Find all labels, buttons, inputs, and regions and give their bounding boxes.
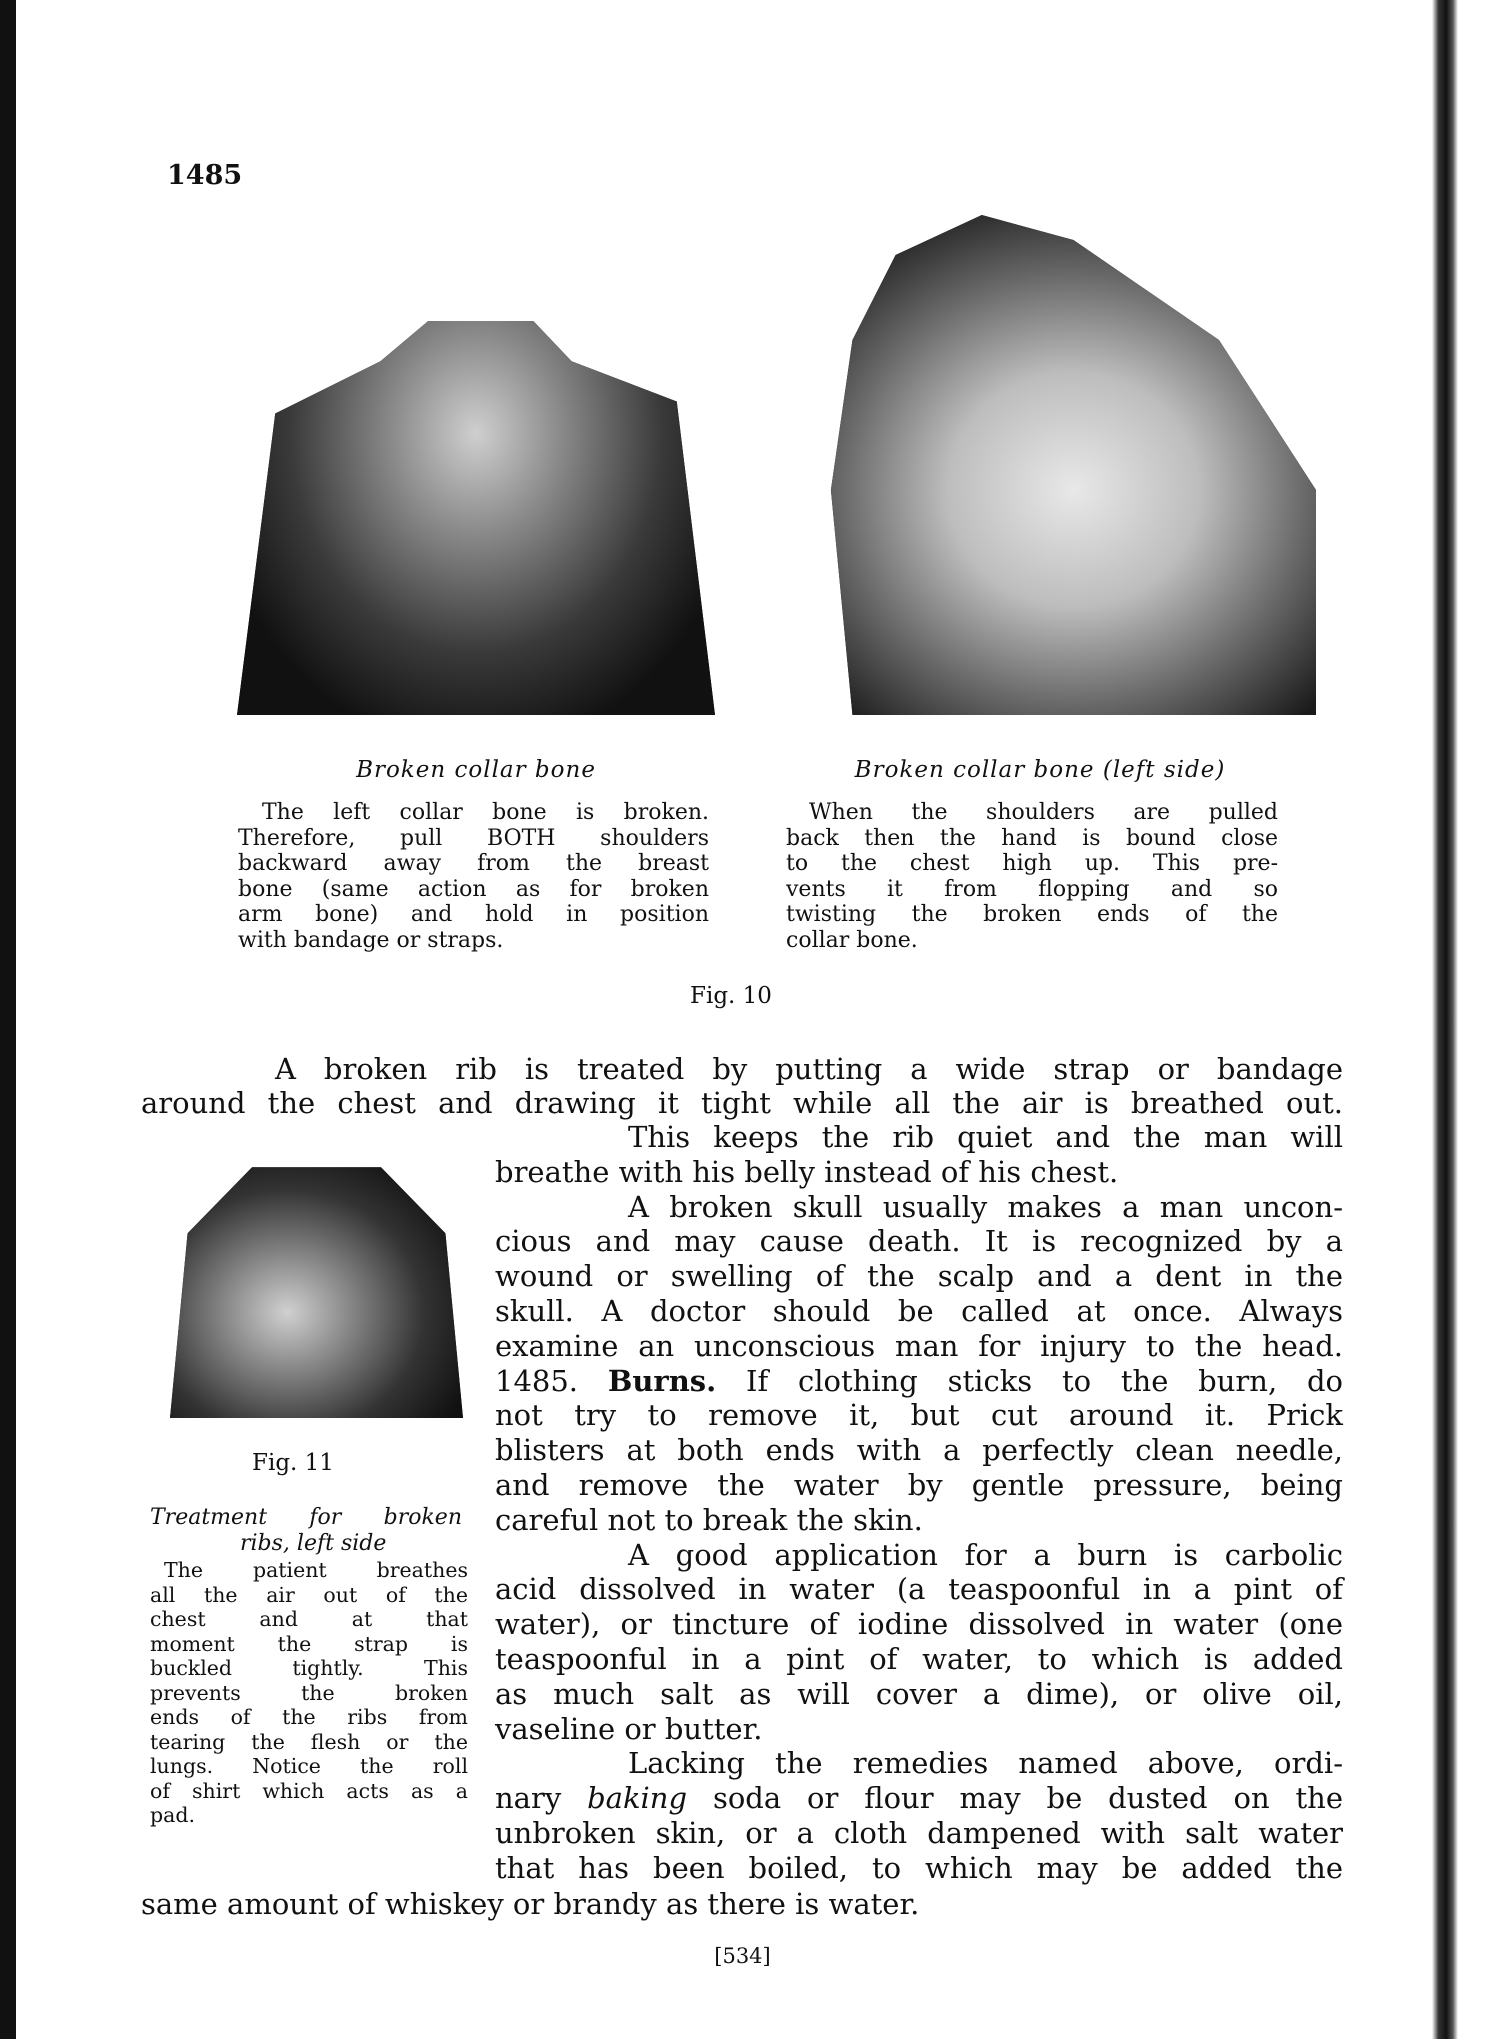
body-line: skull. A doctor should be called at once. Always xyxy=(495,1294,1343,1328)
body-line: acid dissolved in water (a teaspoonful in a pint of xyxy=(495,1572,1343,1607)
body-line: not try to remove it, but cut around it. Prick xyxy=(495,1398,1343,1433)
caption-line: bone (same action as for broken xyxy=(238,876,709,902)
caption-line: with bandage or straps. xyxy=(238,927,504,953)
photo-broken-ribs-treatment xyxy=(170,1154,463,1418)
body-line: breathe with his belly instead of his chest. xyxy=(495,1154,1119,1189)
text-segment: soda or flour may be dusted on the xyxy=(687,1781,1344,1816)
caption-line: The patient breathes xyxy=(164,1558,468,1582)
body-line: around the chest and drawing it tight while all the air is breathed out. xyxy=(141,1086,1343,1120)
scan-edge-right xyxy=(1432,0,1458,2039)
page-number: [534] xyxy=(714,1944,771,1968)
caption-line: vents it from flopping and so xyxy=(786,876,1278,902)
figure-10-label: Fig. 10 xyxy=(690,983,772,1009)
body-line: as much salt as will cover a dime), or olive oil, xyxy=(495,1676,1343,1711)
body-line: A broken skull usually makes a man uncon- xyxy=(628,1189,1343,1224)
photo-broken-collar-bone-left-side xyxy=(777,215,1316,715)
caption-title-line: Treatment for broken xyxy=(150,1505,462,1530)
caption-line: twisting the broken ends of the xyxy=(786,902,1278,927)
body-line: This keeps the rib quiet and the man will xyxy=(628,1120,1343,1154)
caption-line: arm bone) and hold in position xyxy=(238,902,709,927)
caption-title-line: ribs, left side xyxy=(240,1531,387,1556)
body-line: examine an unconscious man for injury to the head. xyxy=(495,1328,1343,1363)
caption-title-left: Broken collar bone xyxy=(356,757,596,783)
photo-broken-collar-bone xyxy=(237,313,715,715)
caption-title-right: Broken collar bone (left side) xyxy=(854,757,1226,783)
body-line: careful not to break the skin. xyxy=(495,1502,923,1537)
body-line: teaspoonful in a pint of water, to which is added xyxy=(495,1642,1343,1676)
section-number: 1485 xyxy=(167,160,243,191)
caption-line: moment the strap is xyxy=(150,1631,468,1656)
caption-line: The left collar bone is broken. xyxy=(262,800,709,825)
body-line: A broken rib is treated by putting a wide strap or bandage xyxy=(275,1052,1343,1086)
caption-line: pad. xyxy=(150,1803,195,1827)
body-line xyxy=(495,1364,1343,1398)
body-line: cious and may cause death. It is recognized by a xyxy=(495,1224,1343,1259)
text-segment: nary xyxy=(495,1781,588,1816)
caption-line: prevents the broken xyxy=(150,1680,468,1705)
body-line: Lacking the remedies named above, ordi- xyxy=(628,1746,1343,1781)
caption-line: of shirt which acts as a xyxy=(150,1778,468,1803)
body-line: and remove the water by gentle pressure, being xyxy=(495,1468,1343,1502)
caption-line: buckled tightly. This xyxy=(150,1656,468,1680)
body-line: wound or swelling of the scalp and a dent in the xyxy=(495,1259,1343,1294)
caption-line: Therefore, pull BOTH shoulders xyxy=(238,825,709,851)
body-line xyxy=(495,1781,1343,1815)
caption-line: backward away from the breast xyxy=(238,851,709,876)
caption-line: back then the hand is bound close xyxy=(786,825,1278,851)
scan-edge-left xyxy=(0,0,16,2039)
caption-line: lungs. Notice the roll xyxy=(150,1754,468,1778)
text-segment: 1485. xyxy=(495,1363,608,1398)
caption-line: all the air out of the xyxy=(150,1582,468,1607)
caption-line: When the shoulders are pulled xyxy=(809,800,1278,825)
body-line: water), or tincture of iodine dissolved in water (one xyxy=(495,1607,1343,1642)
body-line: unbroken skin, or a cloth dampened with salt water xyxy=(495,1816,1343,1850)
caption-line: to the chest high up. This pre- xyxy=(786,851,1278,876)
caption-line: collar bone. xyxy=(786,927,918,953)
figure-11-label: Fig. 11 xyxy=(252,1450,334,1476)
body-line: blisters at both ends with a perfectly clean needle, xyxy=(495,1433,1343,1468)
body-line: that has been boiled, to which may be added the xyxy=(495,1850,1343,1885)
emphasis: baking xyxy=(587,1781,688,1816)
burns-heading: Burns. xyxy=(607,1363,717,1398)
body-line: A good application for a burn is carbolic xyxy=(628,1537,1343,1572)
caption-line: tearing the flesh or the xyxy=(150,1729,468,1754)
caption-line: ends of the ribs from xyxy=(150,1705,468,1729)
body-line: vaseline or butter. xyxy=(495,1711,763,1746)
body-line: same amount of whiskey or brandy as there is water. xyxy=(141,1887,920,1921)
caption-line: chest and at that xyxy=(150,1607,468,1631)
text-segment: If clothing sticks to the burn, do xyxy=(716,1363,1343,1398)
